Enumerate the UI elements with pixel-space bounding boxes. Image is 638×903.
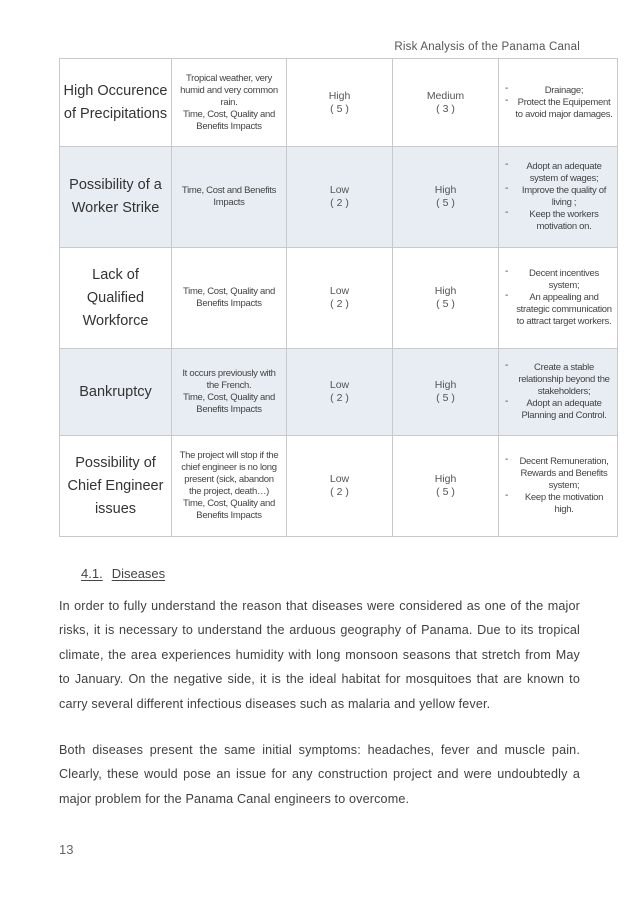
risk-impact: Medium ( 3 )	[393, 59, 499, 147]
table-row	[60, 248, 618, 349]
risk-impact: High ( 5 )	[393, 349, 499, 436]
table-row	[60, 436, 618, 537]
mitigation-item: - Drainage;	[505, 85, 613, 97]
risk-probability: Low ( 2 )	[287, 349, 393, 436]
mitigation-item: - Decent incentives system;	[505, 268, 613, 292]
mitigation-item: - Adopt an adequate Planning and Control.	[505, 398, 613, 422]
risk-impact: High ( 5 )	[393, 436, 499, 537]
section-number: 4.1.	[81, 566, 103, 581]
risk-table	[59, 58, 618, 537]
risk-probability: High ( 5 )	[287, 59, 393, 147]
risk-impact: High ( 5 )	[393, 248, 499, 349]
mitigation-item: - Keep the motivation high.	[505, 492, 613, 516]
risk-description: Time, Cost, Quality and Benefits Impacts	[172, 248, 287, 349]
mitigation-item: - Decent Remuneration, Rewards and Benefits system;	[505, 456, 613, 492]
section-heading	[81, 566, 165, 581]
risk-mitigation	[499, 248, 618, 349]
table-row	[60, 349, 618, 436]
risk-mitigation	[499, 436, 618, 537]
risk-mitigation	[499, 349, 618, 436]
table-row	[60, 147, 618, 248]
body-paragraph: Both diseases present the same initial symptoms: headaches, fever and muscle pain. Clearly, these would pose an issue for any construction project and were undoubtedly a major problem for the Panama Canal engineers to overcome.	[59, 743, 580, 806]
mitigation-item: - Improve the quality of living ;	[505, 185, 613, 209]
risk-description: The project will stop if the chief engineer is no long present (sick, abandon the project, death…) Time, Cost, Quality and Benefits Impacts	[172, 436, 287, 537]
risk-mitigation	[499, 147, 618, 248]
risk-description: Time, Cost and Benefits Impacts	[172, 147, 287, 248]
section-title: Diseases	[111, 566, 166, 581]
page-number: 13	[59, 842, 74, 857]
risk-probability: Low ( 2 )	[287, 147, 393, 248]
risk-name: Possibility of Chief Engineer issues	[60, 436, 172, 537]
mitigation-item: - Create a stable relationship beyond the stakeholders;	[505, 362, 613, 398]
table-row	[60, 59, 618, 147]
risk-name: High Occurence of Precipitations	[60, 59, 172, 147]
risk-description: Tropical weather, very humid and very common rain. Time, Cost, Quality and Benefits Impacts	[172, 59, 287, 147]
running-header: Risk Analysis of the Panama Canal	[394, 41, 580, 53]
risk-probability: Low ( 2 )	[287, 248, 393, 349]
mitigation-item: - Adopt an adequate system of wages;	[505, 161, 613, 185]
body-paragraph: In order to fully understand the reason that diseases were considered as one of the major risks, it is necessary to understand the arduous geography of Panama. Due to its tropical climate, the area experiences humidity with long monsoon seasons that stretch from May to January. On the negative side, it is the ideal habitat for mosquitoes that are known to carry several different infectious diseases such as malaria and yellow fever.	[59, 599, 580, 711]
risk-probability: Low ( 2 )	[287, 436, 393, 537]
risk-name: Bankruptcy	[60, 349, 172, 436]
risk-description: It occurs previously with the French. Time, Cost, Quality and Benefits Impacts	[172, 349, 287, 436]
risk-name: Lack of Qualified Workforce	[60, 248, 172, 349]
risk-impact: High ( 5 )	[393, 147, 499, 248]
risk-mitigation	[499, 59, 618, 147]
risk-name: Possibility of a Worker Strike	[60, 147, 172, 248]
mitigation-item: - An appealing and strategic communication to attract target workers.	[505, 292, 613, 328]
mitigation-item: - Keep the workers motivation on.	[505, 209, 613, 233]
mitigation-item: - Protect the Equipement to avoid major damages.	[505, 97, 613, 121]
